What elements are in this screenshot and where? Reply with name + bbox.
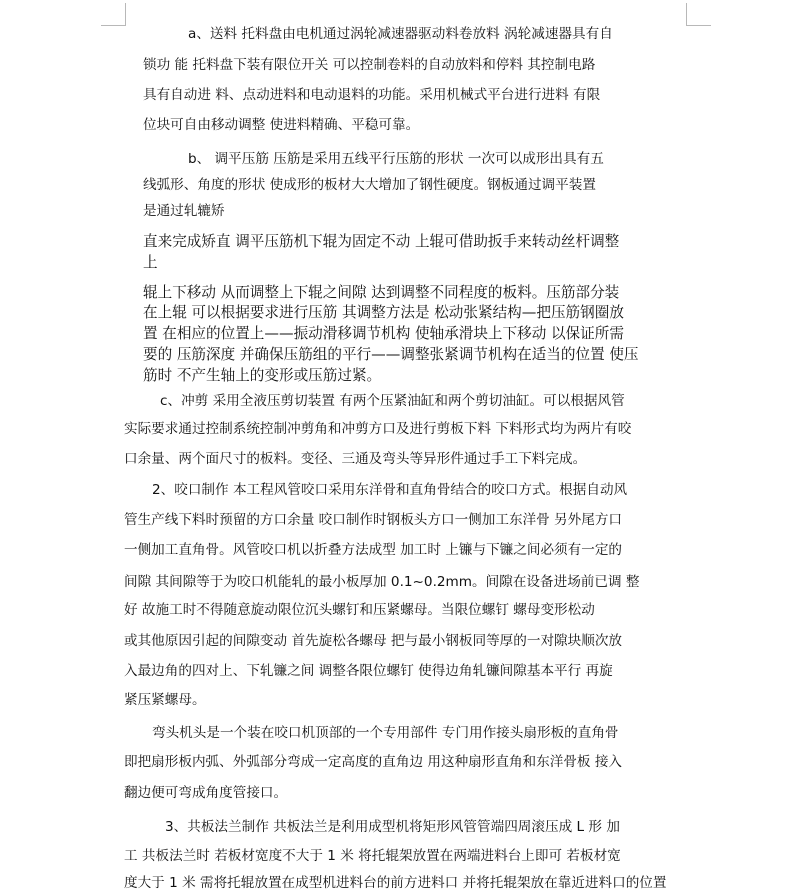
page-corner-mark-top-left — [101, 3, 126, 26]
text-line: 好 故施工时不得随意旋动限位沉头螺钉和压紧螺母。当限位螺钉 螺母变形松动 — [124, 602, 595, 618]
text-line: 入最边角的四对上、下轧镰之间 调整各限位螺钉 使得边角轧镰间隙基本平行 再旋 — [124, 663, 613, 679]
text-line: 度大于 1 米 需将托辊放置在成型机进料台的前方进料口 并将托辊架放在靠近进料口的位置 — [124, 875, 667, 891]
text-line: 置 在相应的位置上——振动滑移调节机构 使轴承滑块上下移动 以保证所需 — [143, 325, 624, 342]
text-line: 即把扇形板内弧、外弧部分弯成一定高度的直角边 用这种扇形直角和东洋骨板 接入 — [124, 754, 623, 770]
text-line: 管生产线下料时预留的方口余量 咬口制作时钢板头方口一侧加工东洋骨 另外尾方口 — [124, 512, 623, 528]
text-line: 实际要求通过控制系统控制冲剪角和冲剪方口及进行剪板下料 下料形式均为两片有咬 — [124, 421, 632, 437]
text-line: 口余量、两个面尺寸的板料。变径、三通及弯头等异形件通过手工下料完成。 — [124, 451, 587, 467]
text-line: 锁功 能 托料盘下装有限位开关 可以控制卷料的自动放料和停料 其控制电路 — [143, 57, 596, 73]
text-line: 弯头机头是一个装在咬口机顶部的一个专用部件 专门用作接头扇形板的直角骨 — [152, 725, 619, 741]
text-line: b、 调平压筋 压筋是采用五线平行压筋的形状 一次可以成形出具有五 — [188, 151, 604, 167]
text-line: 直来完成矫直 调平压筋机下辊为固定不动 上辊可借助扳手来转动丝杆调整 — [143, 233, 620, 250]
text-line: 一侧加工直角骨。风管咬口机以折叠方法成型 加工时 上镰与下镰之间必须有一定的 — [124, 542, 623, 558]
text-line: 筋时 不产生轴上的变形或压筋过紧。 — [143, 367, 382, 384]
page-corner-mark-top-right — [686, 3, 711, 26]
text-line: 要的 压筋深度 并确保压筋组的平行——调整张紧调节机构在适当的位置 使压 — [143, 346, 639, 363]
text-line: 翻边便可弯成角度管接口。 — [124, 785, 288, 801]
text-line: 在上辊 可以根据要求进行压筋 其调整方法是 松动张紧结构—把压筋钢圈放 — [143, 304, 624, 321]
text-line: 位块可自由移动调整 使进料精确、平稳可靠。 — [143, 117, 420, 133]
text-line: c、冲剪 采用全液压剪切装置 有两个压紧油缸和两个剪切油缸。可以根据风管 — [160, 393, 625, 409]
text-line: 是通过轧辘矫 — [143, 203, 225, 219]
text-line: 3、共板法兰制作 共板法兰是利用成型机将矩形风管管端四周滚压成 L 形 加 — [165, 819, 620, 835]
text-line: 或其他原因引起的间隙变动 首先旋松各螺母 把与最小钢板同等厚的一对隙块顺次放 — [124, 633, 623, 649]
text-line: 2、咬口制作 本工程风管咬口采用东洋骨和直角骨结合的咬口方式。根据自动风 — [152, 482, 628, 498]
text-line: a、送料 托料盘由电机通过涡轮减速器驱动料卷放料 涡轮减速器具有自 — [188, 26, 613, 42]
text-line: 具有自动进 料、点动进料和电动退料的功能。采用机械式平台进行进料 有限 — [143, 87, 601, 103]
text-line: 间隙 其间隙等于为咬口机能轧的最小板厚加 0.1~0.2mm。间隙在设备进场前已调 整 — [124, 574, 640, 590]
text-line: 辊上下移动 从而调整上下辊之间隙 达到调整不同程度的板料。压筋部分装 — [143, 284, 620, 301]
text-line: 线弧形、角度的形状 使成形的板材大大增加了钢性硬度。钢板通过调平装置 — [143, 177, 596, 193]
text-line: 工 共板法兰时 若板材宽度不大于 1 米 将托辊架放置在两端进料台上即可 若板材宽 — [124, 848, 621, 864]
text-line: 上 — [143, 254, 158, 271]
text-line: 紧压紧螺母。 — [124, 692, 206, 708]
